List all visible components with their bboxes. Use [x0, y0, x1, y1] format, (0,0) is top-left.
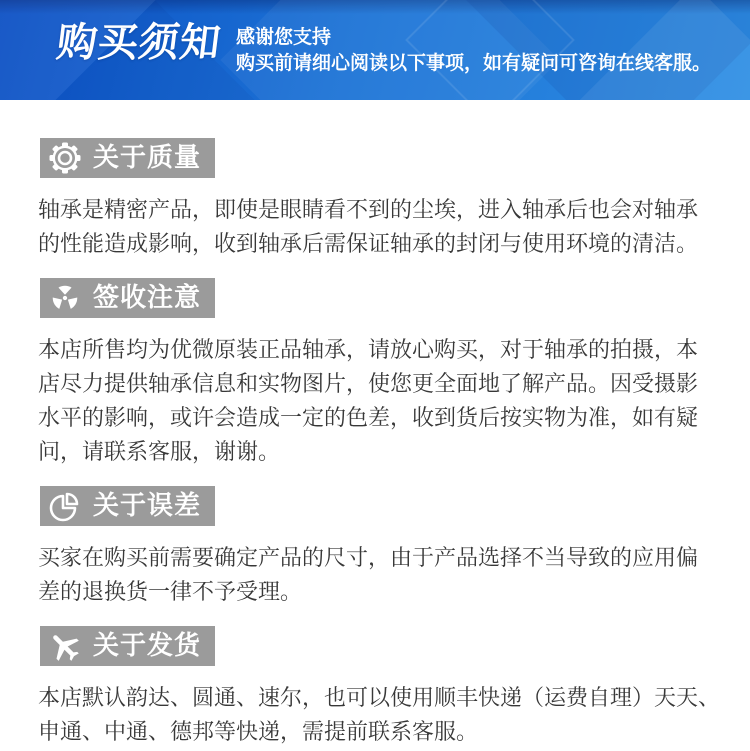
- banner-title: 购买须知: [54, 20, 224, 66]
- banner-subtitle-line-1: 感谢您支持: [236, 26, 332, 48]
- section-paragraph: [38, 542, 712, 610]
- paragraph-line: 轴承是精密产品，即使是眼睛看不到的尘埃，进入轴承后也会对轴承: [38, 198, 699, 223]
- paragraph-line: 水平的影响，或许会造成一定的色差，收到货后按实物为准，如有疑: [38, 406, 699, 431]
- paragraph-line: 店尽力提供轴承信息和实物图片，使您更全面地了解产品。因受摄影: [38, 372, 699, 397]
- section-title: 关于发货: [93, 631, 202, 661]
- purchase-notice-banner: [0, 0, 750, 100]
- notice-sections: [0, 138, 750, 750]
- paragraph-line: 差的退换货一律不予受理。: [38, 580, 303, 605]
- paragraph-line: 的性能造成影响，收到轴承后需保证轴承的封闭与使用环境的清洁。: [38, 232, 699, 257]
- banner-subtitle: [236, 24, 711, 76]
- section-title: 关于误差: [93, 491, 202, 521]
- gear-icon: [47, 140, 83, 176]
- notice-section: [0, 626, 750, 750]
- section-header: [40, 626, 215, 666]
- section-header: [40, 278, 215, 318]
- banner-subtitle-line-2: 购买前请细心阅读以下事项，如有疑问可咨询在线客服。: [236, 52, 712, 74]
- section-paragraph: [38, 334, 712, 470]
- section-paragraph: [38, 194, 712, 262]
- notice-section: [0, 278, 750, 470]
- trefoil-icon: [47, 280, 83, 316]
- section-header: [40, 138, 215, 178]
- paragraph-line: 本店所售均为优微原装正品轴承，请放心购买，对于轴承的拍摄，本: [38, 338, 699, 363]
- notice-section: [0, 486, 750, 610]
- paragraph-line: 申通、中通、德邦等快递，需提前联系客服。: [38, 720, 479, 745]
- section-paragraph: [38, 682, 721, 750]
- plane-icon: [47, 628, 83, 664]
- paragraph-line: 问，请联系客服，谢谢。: [38, 440, 281, 465]
- pie-chart-icon: [47, 488, 83, 524]
- notice-section: [0, 138, 750, 262]
- paragraph-line: 本店默认韵达、圆通、速尔，也可以使用顺丰快递（运费自理）天天、: [38, 686, 721, 711]
- section-header: [40, 486, 215, 526]
- section-title: 签收注意: [93, 283, 202, 313]
- paragraph-line: 买家在购买前需要确定产品的尺寸，由于产品选择不当导致的应用偏: [38, 546, 699, 571]
- section-title: 关于质量: [93, 143, 202, 173]
